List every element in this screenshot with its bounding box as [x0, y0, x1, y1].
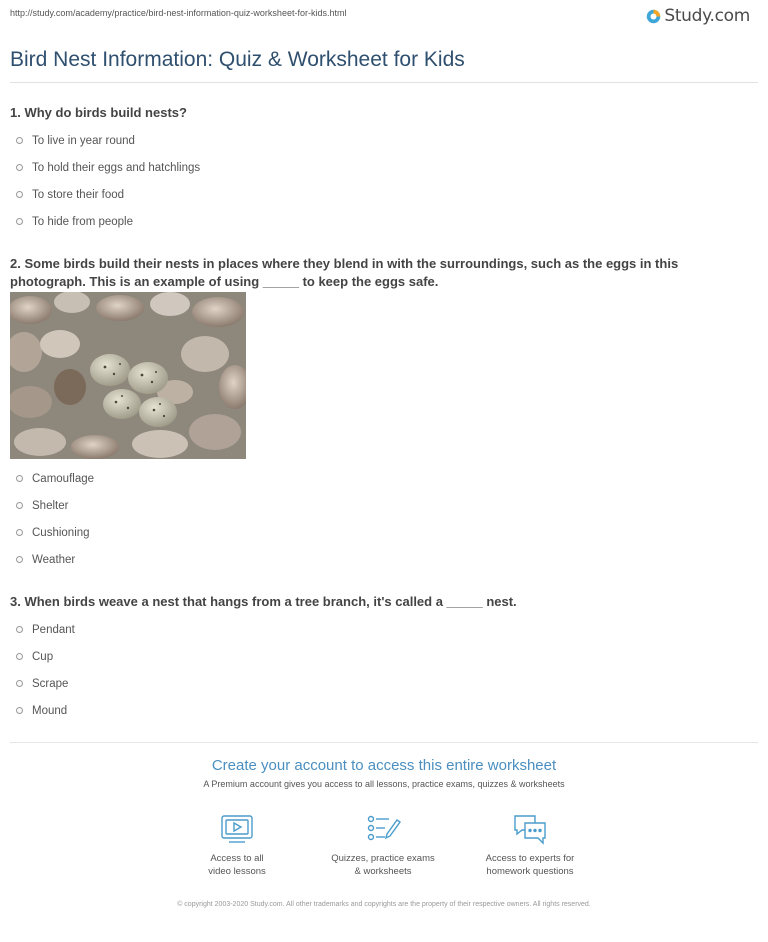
radio-icon[interactable]: [16, 707, 23, 714]
answer-option[interactable]: [16, 181, 200, 208]
option-label: Camouflage: [32, 472, 95, 485]
option-label: Shelter: [32, 499, 69, 512]
option-label: To hide from people: [32, 215, 134, 228]
option-label: To hold their eggs and hatchlings: [32, 161, 201, 174]
answer-option[interactable]: [16, 154, 200, 181]
answer-option[interactable]: [16, 519, 94, 546]
eggs-photo: [10, 292, 246, 459]
feature-video-lessons: [172, 812, 302, 878]
answer-option[interactable]: [16, 465, 94, 492]
feature-line: video lessons: [208, 866, 266, 877]
answer-option[interactable]: [16, 492, 94, 519]
option-label: Scrape: [32, 677, 69, 690]
question-2: 2. Some birds build their nests in places where they blend in with the surroundings, such as the eggs in this photograph. This is an example of using _____ to keep the eggs safe.: [10, 256, 679, 289]
chat-bubbles-icon: [512, 812, 548, 846]
option-label: Cushioning: [32, 526, 90, 539]
copyright-footer: © copyright 2003-2020 Study.com. All other trademarks and copyrights are the property of their respective owners. All rights reserved.: [177, 901, 591, 908]
question-1: 1. Why do birds build nests?: [10, 105, 187, 120]
option-label: To store their food: [32, 188, 125, 201]
question-3-options: [16, 616, 75, 724]
feature-line: homework questions: [486, 866, 574, 877]
radio-icon[interactable]: [16, 556, 23, 563]
answer-option[interactable]: [16, 546, 94, 573]
question-2-options: [16, 465, 94, 573]
create-account-link[interactable]: Create your account to access this entire worksheet: [211, 757, 557, 774]
radio-icon[interactable]: [16, 218, 23, 225]
option-label: Cup: [32, 650, 54, 663]
title-divider: [10, 82, 758, 83]
feature-experts: [465, 812, 595, 878]
page-title: Bird Nest Information: Quiz & Worksheet for Kids: [10, 48, 465, 71]
feature-line: & worksheets: [354, 866, 412, 877]
question-1-options: [16, 127, 200, 235]
feature-line: Access to experts for: [485, 853, 575, 864]
answer-option[interactable]: [16, 643, 75, 670]
option-label: To live in year round: [32, 134, 135, 147]
video-lesson-icon: [219, 812, 255, 846]
study-logo[interactable]: [646, 6, 750, 26]
cta-subtitle: A Premium account gives you access to all lessons, practice exams, quizzes & worksheets: [203, 779, 565, 789]
answer-option[interactable]: [16, 670, 75, 697]
feature-quizzes: [318, 812, 448, 878]
radio-icon[interactable]: [16, 680, 23, 687]
cta-divider: [10, 742, 758, 743]
study-logo-text: Study.com: [664, 6, 750, 26]
radio-icon[interactable]: [16, 626, 23, 633]
study-logo-icon: [646, 9, 661, 24]
radio-icon[interactable]: [16, 529, 23, 536]
url-bar: http://study.com/academy/practice/bird-nest-information-quiz-worksheet-for-kids.html: [10, 8, 347, 18]
quiz-list-icon: [365, 812, 401, 846]
answer-option[interactable]: [16, 616, 75, 643]
option-label: Pendant: [32, 623, 75, 636]
option-label: Weather: [32, 553, 76, 566]
radio-icon[interactable]: [16, 653, 23, 660]
answer-option[interactable]: [16, 127, 200, 154]
radio-icon[interactable]: [16, 502, 23, 509]
radio-icon[interactable]: [16, 475, 23, 482]
question-3: 3. When birds weave a nest that hangs from a tree branch, it's called a _____ nest.: [10, 594, 517, 609]
answer-option[interactable]: [16, 208, 200, 235]
feature-line: Access to all: [210, 853, 264, 864]
option-label: Mound: [32, 704, 68, 717]
radio-icon[interactable]: [16, 137, 23, 144]
radio-icon[interactable]: [16, 164, 23, 171]
radio-icon[interactable]: [16, 191, 23, 198]
answer-option[interactable]: [16, 697, 75, 724]
feature-line: Quizzes, practice exams: [331, 853, 435, 864]
